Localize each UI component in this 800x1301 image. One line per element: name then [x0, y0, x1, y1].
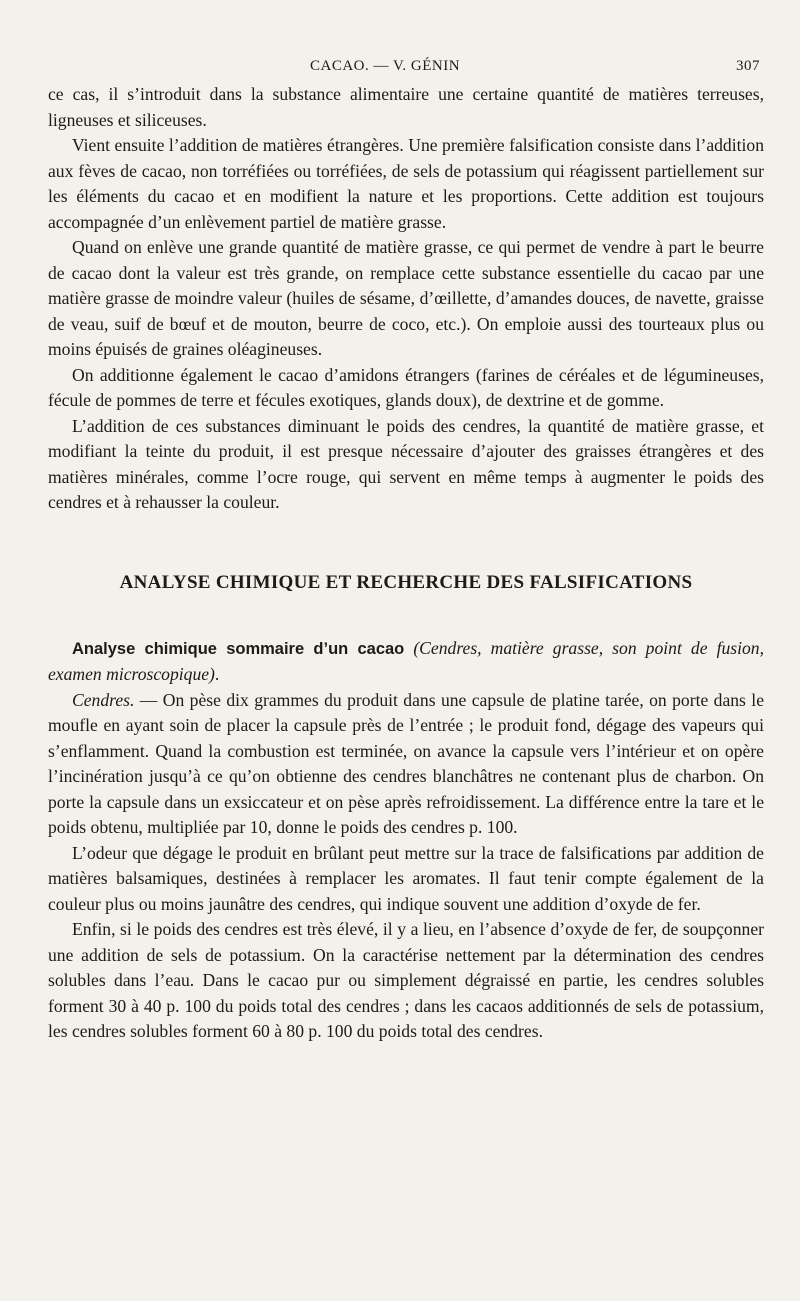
paragraph-foreign-matter: Vient ensuite l’addition de matières étrangères. Une première falsification consiste dans l’addition aux fèves de cacao, non torréfiées ou torréfiées, de sels de potassium qui réagissent partiellement sur les éléments du cacao et en modifient la nature et les proportions. Cette addition est toujours accompagnée d’un enlèvement partiel de matière grasse.	[48, 135, 764, 232]
analysis-heading	[48, 636, 764, 688]
paragraph-cendres	[48, 688, 764, 841]
paragraph-fat-removal: Quand on enlève une grande quantité de matière grasse, ce qui permet de vendre à part le beurre de cacao dont la valeur est très grande, on remplace cette substance essentielle du cacao par une matière grasse de moindre valeur (huiles de sésame, d’œillette, d’amandes douces, de navette, graisse de veau, suif de bœuf et de mouton, beurre de coco, etc.). On emploie aussi des tourteaux plus ou moins épuisés de graines oléagineuses.	[48, 237, 764, 359]
analysis-title: Analyse chimique sommaire d’un cacao	[72, 639, 405, 658]
cendres-text: — On pèse dix grammes du produit dans une capsule de platine tarée, on porte dans le moufle en ayant soin de placer la capsule près de l’entrée ; le produit fond, dégage des vapeurs qui s’enflamment. Quand la combustion est terminée, on avance la capsule vers l’intérieur et on opère l’incinération jusqu’à ce qu’on obtienne des cendres blanchâtres ne contenant plus de charbon. On porte la capsule dans un exsiccateur et on pèse après refroidissement. La différence entre la tare et le poids obtenu, multipliée par 10, donne le poids des cendres p. 100.	[48, 689, 764, 837]
running-head	[48, 52, 764, 82]
paragraph-mineral-additions: L’addition de ces substances diminuant le poids des cendres, la quantité de matière grasse, et modifiant la teinte du produit, il est presque nécessaire d’ajouter des graisses étrangères et des matières minérales, comme l’ocre rouge, qui servent en même temps à augmenter le poids des cendres et à rehausser la couleur.	[48, 415, 764, 512]
paragraph-continued: ce cas, il s’introduit dans la substance alimentaire une certaine quantité de matières terreuses, ligneuses et siliceuses.	[48, 84, 764, 130]
running-title: CACAO. — V. GÉNIN	[310, 58, 461, 74]
paragraph-odor: L’odeur que dégage le produit en brûlant peut mettre sur la trace de falsifications par addition de matières balsamiques, destinées à remplacer les aromates. Il faut tenir compte également de la couleur plus ou moins jaunâtre des cendres, qui indique souvent une addition d’oxyde de fer.	[48, 842, 764, 914]
analysis-subtitle-end: .	[214, 664, 220, 684]
cendres-label: Cendres.	[72, 689, 135, 710]
analysis-subtitle: (Cendres, matière grasse, son point de fusion, examen microscopique)	[48, 637, 764, 684]
analysis-block	[48, 636, 764, 1045]
page-number: 307	[736, 58, 760, 74]
section-heading: ANALYSE CHIMIQUE ET RECHERCHE DES FALSIFICATIONS	[119, 571, 693, 593]
paragraph-soluble-ash: Enfin, si le poids des cendres est très élevé, il y a lieu, en l’absence d’oxyde de fer, de soupçonner une addition de sels de potassium. On la caractérise nettement par la détermination des cendres solubles dans l’eau. Dans le cacao pur ou simplement dégraissé en partie, les cendres solubles forment 30 à 40 p. 100 du poids total des cendres ; dans les cacaos additionnés de sels de potassium, les cendres solubles forment 60 à 80 p. 100 du poids total des cendres.	[48, 919, 764, 1041]
paragraph-starches: On additionne également le cacao d’amidons étrangers (farines de céréales et de légumineuses, fécule de pommes de terre et fécules exotiques, glands doux), de dextrine et de gomme.	[48, 364, 764, 410]
